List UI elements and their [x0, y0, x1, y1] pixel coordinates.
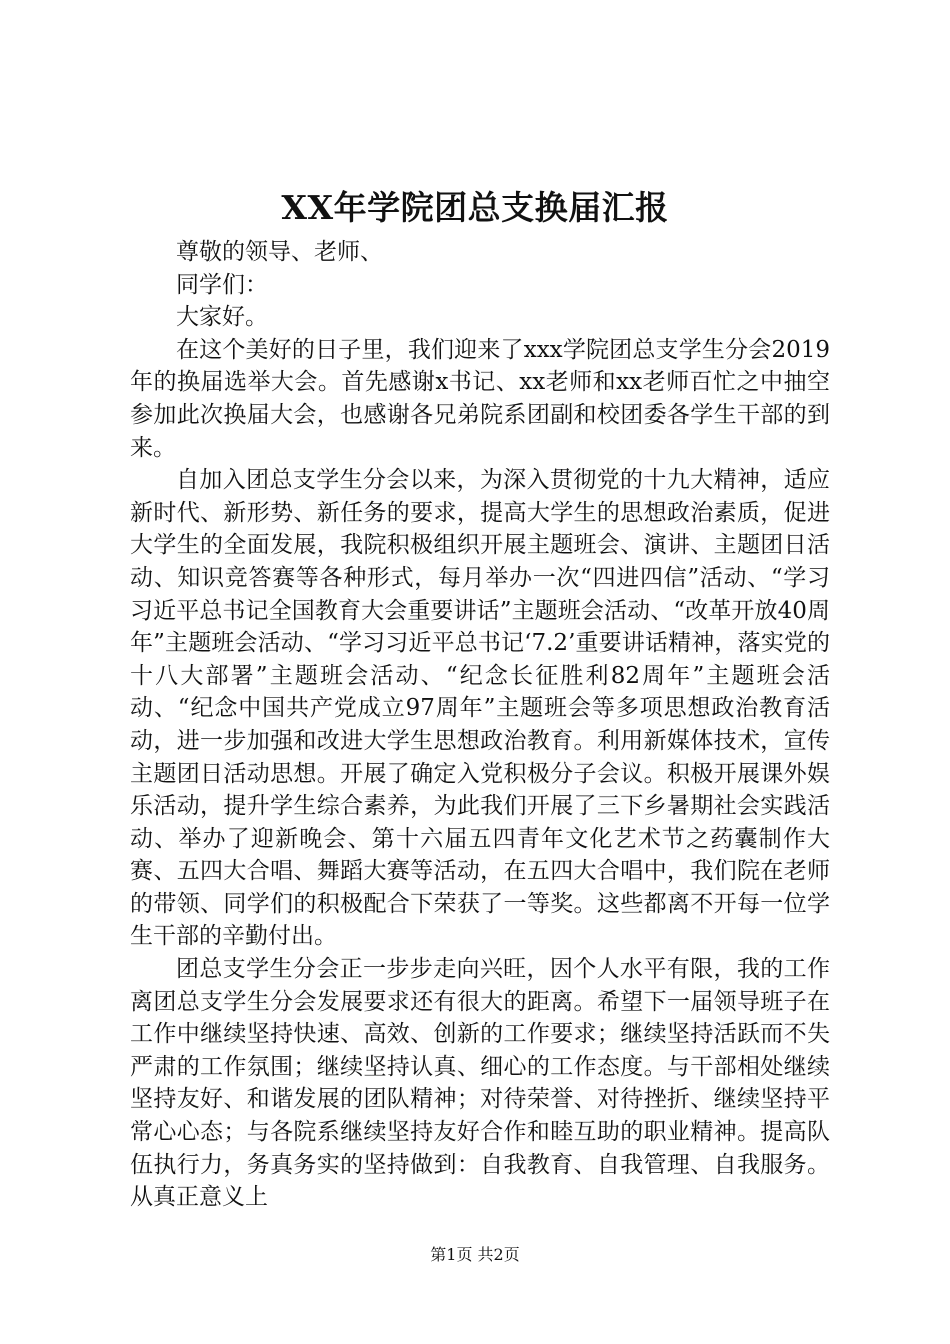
- document-title: XX年学院团总支换届汇报: [281, 188, 669, 227]
- salutation-line-1: 尊敬的领导、老师、: [176, 239, 383, 265]
- paragraph-outlook: 团总支学生分会正一步步走向兴旺，因个人水平有限，我的工作离团总支学生分会发展要求还有很大的距离。希望下一届领导班子在工作中继续坚持快速、高效、创新的工作要求；继续坚持活跃而不失严肃的工作氛围；继续坚持认真、细心的工作态度。与干部相处继续坚持友好、和谐发展的团队精神；对待荣誉、对待挫折、继续坚持平常心心态；与各院系继续坚持友好合作和睦互助的职业精神。提高队伍执行力，务真务实的坚持做到：自我教育、自我管理、自我服务。从真正意义上: [130, 956, 830, 1211]
- salutation-line-2: 同学们：: [176, 271, 268, 298]
- paragraph-activities: 自加入团总支学生分会以来，为深入贯彻党的十九大精神，适应新时代、新形势、新任务的要求，提高大学生的思想政治素质，促进大学生的全面发展，我院积极组织开展主题班会、演讲、主题团日活动、知识竞答赛等各种形式，每月举办一次“四进四信”活动、“学习习近平总书记全国教育大会重要讲话”主题班会活动、“改革开放40周年”主题班会活动、“学习习近平总书记‘7.2’重要讲话精神，落实党的十八大部署”主题班会活动、“纪念长征胜利82周年”主题班会活动、“纪念中国共产党成立97周年”主题班会等多项思想政治教育活动，进一步加强和改进大学生思想政治教育。利用新媒体技术，宣传主题团日活动思想。开展了确定入党积极分子会议。积极开展课外娱乐活动，提升学生综合素养，为此我们开展了三下乡暑期社会实践活动、举办了迎新晚会、第十六届五四青年文化艺术节之药囊制作大赛、五四大合唱、舞蹈大赛等活动，在五四大合唱中，我们院在老师的带领、同学们的积极配合下荣获了一等奖。这些都离不开每一位学生干部的辛勤付出。: [130, 467, 830, 950]
- greeting-line: 大家好。: [176, 304, 268, 331]
- paragraph-intro: 在这个美好的日子里，我们迎来了xxx学院团总支学生分会2019年的换届选举大会。首先感谢x书记、xx老师和xx老师百忙之中抽空参加此次换届大会，也感谢各兄弟院系团副和校团委各学生干部的到来。: [130, 336, 830, 461]
- document-body: [130, 236, 830, 1214]
- page-footer: 第1页 共2页: [430, 1245, 520, 1264]
